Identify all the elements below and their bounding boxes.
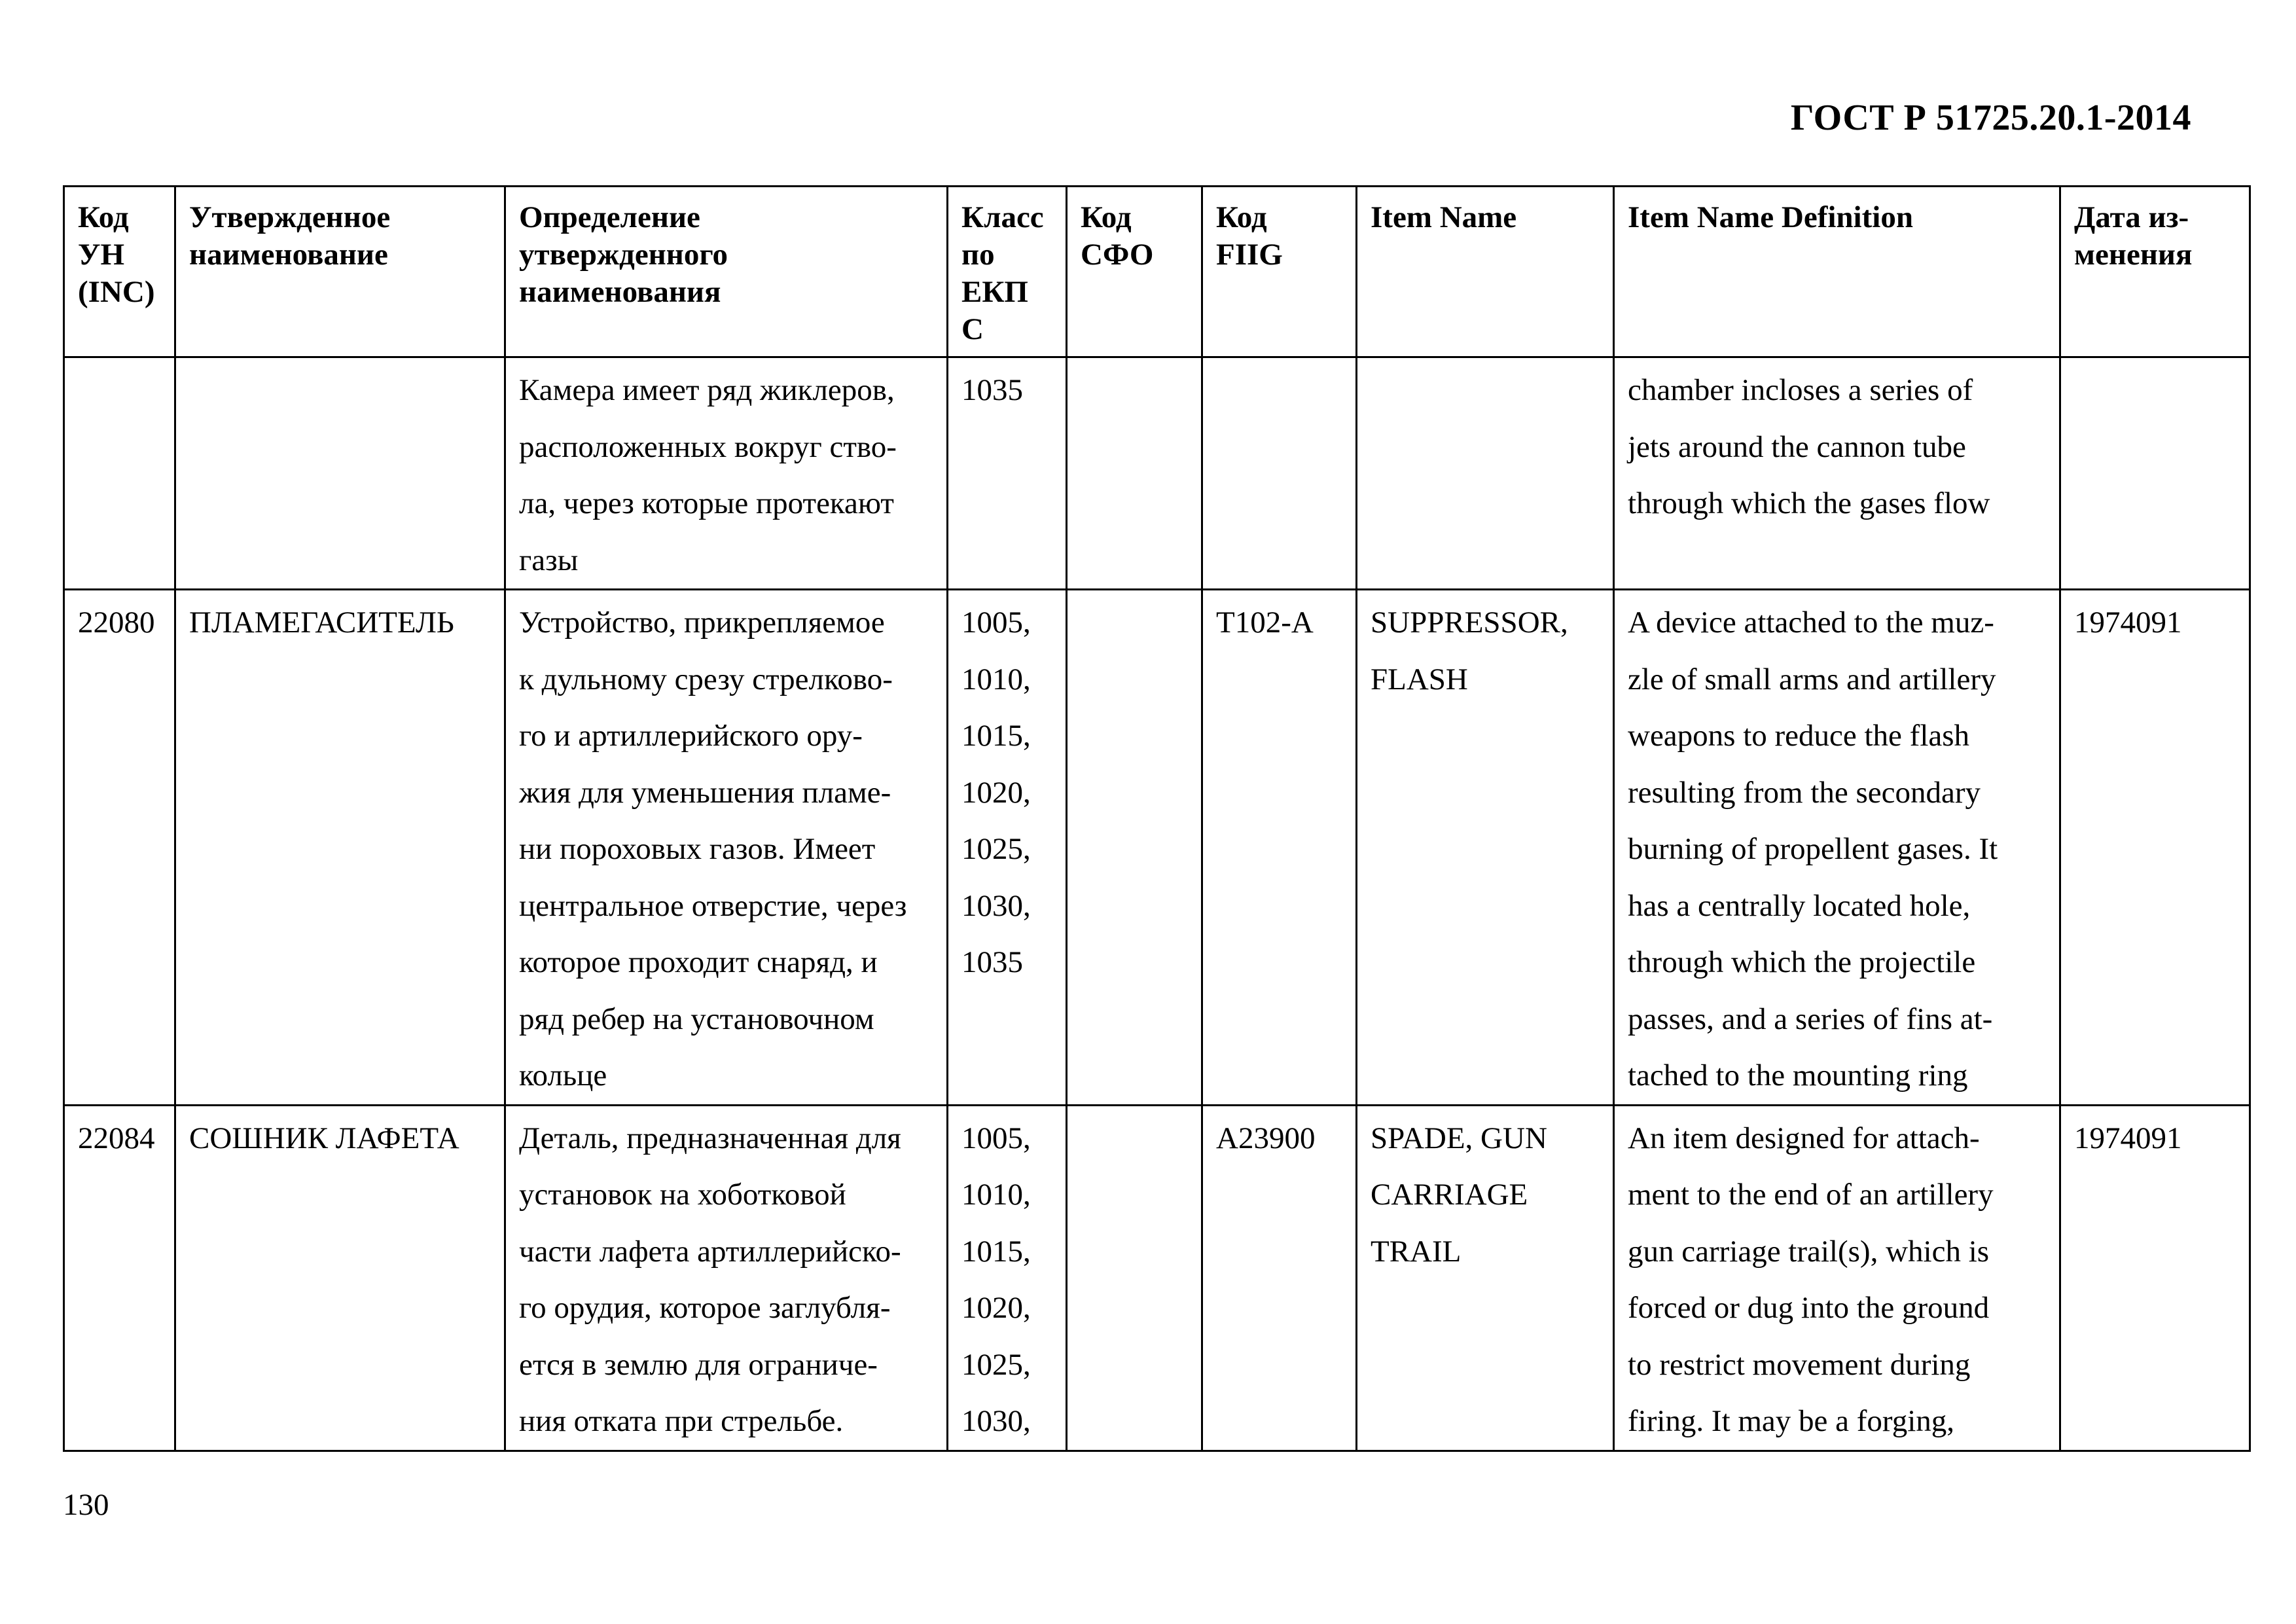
cell-fiig: T102-A	[1202, 590, 1357, 1106]
header-line: УН	[78, 238, 125, 272]
item-names-table	[63, 185, 2251, 1452]
cell-line: которое проходит снаряд, и	[519, 945, 878, 979]
cell-line: SPADE, GUN	[1371, 1121, 1547, 1155]
header-line: ЕКП	[961, 275, 1028, 309]
cell-line: 1010,	[961, 662, 1031, 696]
cell-line: кольце	[519, 1058, 607, 1092]
cell-line: An item designed for attach-	[1628, 1121, 1980, 1155]
cell-line: TRAIL	[1371, 1234, 1462, 1269]
cell-sfo	[1067, 357, 1202, 590]
cell-date: 1974091	[2060, 1105, 2250, 1451]
cell-fiig: A23900	[1202, 1105, 1357, 1451]
cell-line: 1015,	[961, 719, 1031, 753]
header-line: СФО	[1081, 238, 1154, 272]
header-line: Утвержденное	[189, 200, 391, 234]
table-row	[64, 1105, 2250, 1451]
header-col-sfo	[1067, 187, 1202, 357]
cell-line: жия для уменьшения пламе-	[519, 775, 891, 810]
cell-line: resulting from the secondary	[1628, 775, 1981, 810]
cell-class	[948, 357, 1067, 590]
cell-line: has a centrally located hole,	[1628, 888, 1971, 923]
cell-item-name	[1357, 1105, 1614, 1451]
cell-line: CARRIAGE	[1371, 1178, 1528, 1212]
cell-approved-name: ПЛАМЕГАСИТЕЛЬ	[175, 590, 505, 1106]
header-line: (INC)	[78, 275, 155, 309]
header-col-item-name	[1357, 187, 1614, 357]
cell-sfo	[1067, 1105, 1202, 1451]
header-line: FIIG	[1216, 238, 1283, 272]
cell-line: ла, через которые протекают	[519, 486, 894, 520]
cell-definition	[505, 590, 948, 1106]
header-line: Определение	[519, 200, 700, 234]
cell-line: FLASH	[1371, 662, 1468, 696]
cell-line: SUPPRESSOR,	[1371, 605, 1568, 640]
cell-line: установок на хоботковой	[519, 1178, 846, 1212]
cell-line: 1020,	[961, 1291, 1031, 1325]
cell-line: to restrict movement during	[1628, 1347, 1971, 1382]
cell-date: 1974091	[2060, 590, 2250, 1106]
cell-line: burning of propellent gases. It	[1628, 832, 1998, 866]
header-line: утвержденного	[519, 238, 728, 272]
cell-line: jets around the cannon tube	[1628, 429, 1966, 464]
cell-line: ряд ребер на установочном	[519, 1001, 874, 1036]
table-row	[64, 357, 2250, 590]
cell-date	[2060, 357, 2250, 590]
page-number: 130	[63, 1488, 109, 1522]
header-col-inc	[64, 187, 175, 357]
header-line: Item Name	[1371, 200, 1517, 234]
header-line: наименования	[519, 275, 721, 309]
table-row	[64, 590, 2250, 1106]
header-line: менения	[2074, 238, 2193, 272]
cell-line: 1020,	[961, 775, 1031, 810]
header-line: наименование	[189, 238, 388, 272]
header-line: Код	[1081, 200, 1132, 234]
cell-line: к дульному срезу стрелково-	[519, 662, 893, 696]
cell-item-name	[1357, 590, 1614, 1106]
cell-line: forced or dug into the ground	[1628, 1291, 1990, 1325]
cell-line: ния отката при стрельбе.	[519, 1404, 844, 1438]
cell-line: weapons to reduce the flash	[1628, 719, 1970, 753]
cell-line: zle of small arms and artillery	[1628, 662, 1996, 696]
cell-line: gun carriage trail(s), which is	[1628, 1234, 1990, 1269]
cell-inc	[64, 357, 175, 590]
header-line: Код	[78, 200, 129, 234]
cell-definition	[505, 357, 948, 590]
header-col-class	[948, 187, 1067, 357]
cell-line: A device attached to the muz-	[1628, 605, 1994, 640]
cell-item-def	[1614, 590, 2060, 1106]
table-body	[64, 357, 2250, 1451]
cell-line: центральное отверстие, через	[519, 888, 907, 923]
cell-line: passes, and a series of fins at-	[1628, 1001, 1993, 1036]
cell-approved-name: СОШНИК ЛАФЕТА	[175, 1105, 505, 1451]
header-col-item-def	[1614, 187, 2060, 357]
cell-approved-name	[175, 357, 505, 590]
cell-line: 1030,	[961, 1404, 1031, 1438]
cell-fiig	[1202, 357, 1357, 590]
cell-line: ется в землю для ограниче-	[519, 1347, 878, 1382]
cell-line: Устройство, прикрепляемое	[519, 605, 885, 640]
cell-sfo	[1067, 590, 1202, 1106]
cell-line: расположенных вокруг ство-	[519, 429, 897, 464]
cell-definition	[505, 1105, 948, 1451]
cell-line: 1030,	[961, 888, 1031, 923]
header-col-definition	[505, 187, 948, 357]
header-col-fiig	[1202, 187, 1357, 357]
cell-line: Деталь, предназначенная для	[519, 1121, 901, 1155]
header-line: Класс	[961, 200, 1044, 234]
cell-line: 1005,	[961, 1121, 1031, 1155]
cell-item-def	[1614, 1105, 2060, 1451]
cell-line: firing. It may be a forging,	[1628, 1404, 1955, 1438]
cell-item-name	[1357, 357, 1614, 590]
header-col-date	[2060, 187, 2250, 357]
cell-line: 1025,	[961, 1347, 1031, 1382]
cell-line: ment to the end of an artillery	[1628, 1178, 1994, 1212]
cell-line: 1010,	[961, 1178, 1031, 1212]
cell-line: 1015,	[961, 1234, 1031, 1269]
header-line: по	[961, 238, 995, 272]
cell-line: части лафета артиллерийско-	[519, 1234, 901, 1269]
header-line: С	[961, 312, 984, 346]
cell-line: through which the gases flow	[1628, 486, 1990, 520]
document-code: ГОСТ Р 51725.20.1-2014	[1790, 98, 2191, 138]
cell-line: tached to the mounting ring	[1628, 1058, 1968, 1092]
cell-line: ни пороховых газов. Имеет	[519, 832, 876, 866]
table-header-row	[64, 187, 2250, 357]
header-line: Item Name Definition	[1628, 200, 1913, 234]
cell-line: 1035	[961, 945, 1023, 979]
cell-line: 1005,	[961, 605, 1031, 640]
cell-inc: 22080	[64, 590, 175, 1106]
cell-line: chamber incloses a series of	[1628, 373, 1973, 407]
header-line: Код	[1216, 200, 1267, 234]
cell-line: 1035	[961, 373, 1023, 407]
cell-line: Камера имеет ряд жиклеров,	[519, 373, 895, 407]
cell-class	[948, 590, 1067, 1106]
cell-class	[948, 1105, 1067, 1451]
cell-line: го орудия, которое заглубля-	[519, 1291, 891, 1325]
cell-line: го и артиллерийского ору-	[519, 719, 863, 753]
header-col-approved-name	[175, 187, 505, 357]
cell-line: 1025,	[961, 832, 1031, 866]
header-line: Дата из-	[2074, 200, 2189, 234]
cell-line: газы	[519, 543, 579, 577]
cell-item-def	[1614, 357, 2060, 590]
cell-line: through which the projectile	[1628, 945, 1976, 979]
cell-inc: 22084	[64, 1105, 175, 1451]
